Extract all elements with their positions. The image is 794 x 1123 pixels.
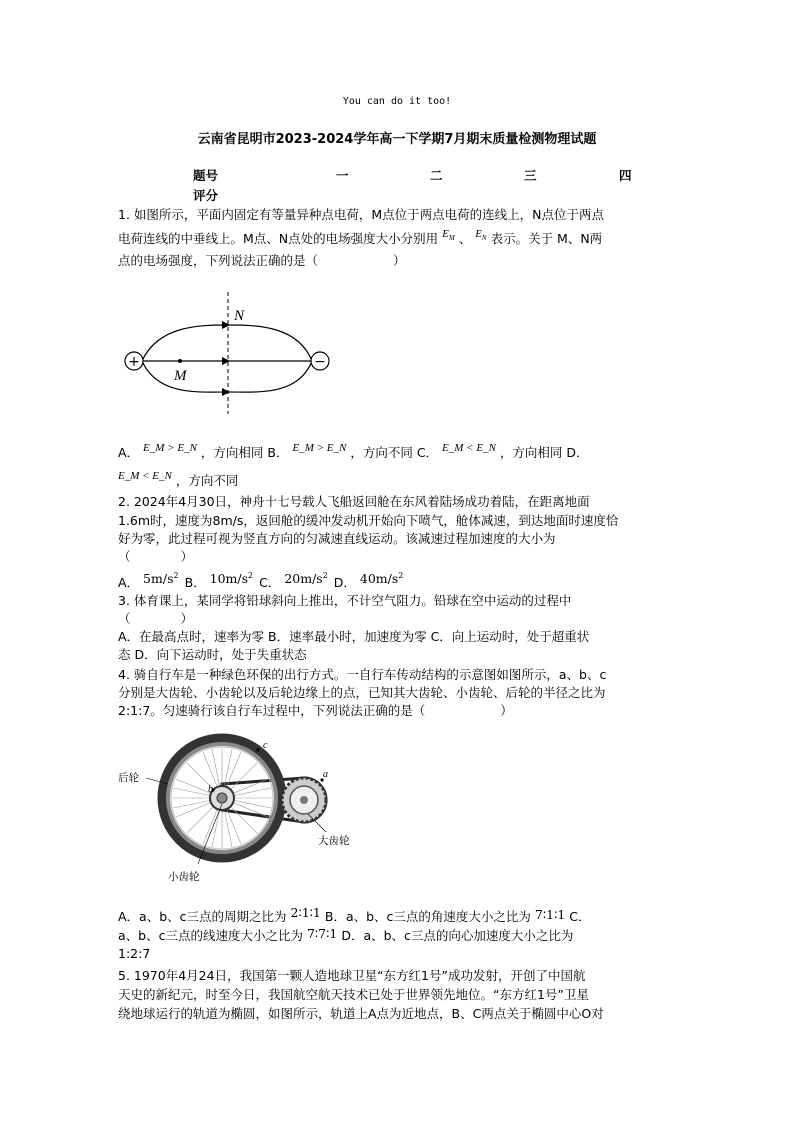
arrow-upper xyxy=(222,321,230,329)
q4-optA: A．a、b、c三点的周期之比为 xyxy=(118,909,287,924)
q4-line2: 分别是大齿轮、小齿轮以及后轮边缘上的点，已知其大齿轮、小齿轮、后轮的半径之比为 xyxy=(118,685,606,700)
q1-optA-prefix: A． xyxy=(118,445,140,460)
q1-line2-text-a: 电荷连线的中垂线上。M点、N点处的电场强度大小分别用 xyxy=(118,231,439,246)
plus-sign: + xyxy=(128,354,140,370)
score-col-2: 二 xyxy=(430,168,443,183)
score-row-label: 题号 xyxy=(193,168,219,183)
q4-optB-ratio: 7∶1∶1 xyxy=(534,907,566,922)
header-note: You can do it too! xyxy=(342,96,452,107)
q1-optD-prefix: D． xyxy=(566,445,589,460)
q1-options-line1 xyxy=(118,444,589,463)
q2-optD-value: $40m/s^2$ xyxy=(359,571,404,587)
label-big-gear: 大齿轮 xyxy=(318,835,350,847)
label-m: M xyxy=(174,368,187,384)
q2-optB-prefix: B． xyxy=(184,575,206,591)
q2-optC-prefix: C． xyxy=(259,575,281,591)
arrow-center xyxy=(222,357,230,365)
q2-line4: （ ） xyxy=(118,549,194,564)
q4-line3: 2:1:7。匀速骑行该自行车过程中，下列说法正确的是（ ） xyxy=(118,703,513,718)
q4-optC-ratio: 7∶7∶1 xyxy=(306,926,338,941)
q4-optD-ratio: 1:2:7 xyxy=(118,946,151,961)
q4-options-line2 xyxy=(118,927,573,945)
q3-line1: 3. 体育课上，某同学将铅球斜向上推出，不计空气阻力。铅球在空中运动的过程中 xyxy=(118,593,572,608)
q1-optC-prefix: C． xyxy=(416,445,439,460)
q4-bicycle-figure xyxy=(118,732,368,892)
q1-line3: 点的电场强度，下列说法正确的是（ ） xyxy=(118,253,406,268)
q1-options-line2 xyxy=(118,472,238,491)
q1-field-figure xyxy=(118,288,338,418)
q3-line2: （ ） xyxy=(118,611,194,626)
q2-optD-prefix: D． xyxy=(333,575,356,591)
big-gear-hub xyxy=(300,796,308,804)
q2-options xyxy=(118,571,403,592)
q4-optC-prefix: C． xyxy=(569,909,591,924)
q1-optB-prefix: B． xyxy=(267,445,289,460)
q2-optA-value: $5m/s^2$ xyxy=(143,571,179,587)
q4-line1: 4. 骑自行车是一种绿色环保的出行方式。一自行车传动结构的示意图如图所示，a、b、c xyxy=(118,667,607,682)
q1-optB-text: ，方向不同 xyxy=(350,445,413,460)
q2-optC-value: $20m/s^2$ xyxy=(284,571,328,587)
q1-line1: 1. 如图所示，平面内固定有等量异种点电荷，M点位于两点电荷的连线上，N点位于两点 xyxy=(118,207,605,222)
q1-line2 xyxy=(118,230,602,253)
q1-sep: 、 xyxy=(458,231,472,246)
score-col-4: 四 xyxy=(619,168,632,183)
q1-optD-math: E_M < E_N xyxy=(118,470,172,482)
q4-optD: D．a、b、c三点的向心加速度大小之比为 xyxy=(341,928,574,943)
q5-line3: 绕地球运行的轨道为椭圆，如图所示，轨道上A点为近地点，B、C两点关于椭圆中心O对 xyxy=(118,1006,604,1021)
q1-line2-text-b: 表示。关于 M、N两 xyxy=(490,231,603,246)
upper-field-line xyxy=(142,325,312,361)
label-b: b xyxy=(208,784,213,795)
q2-optA-prefix: A． xyxy=(118,575,140,591)
q4-optC: a、b、c三点的线速度大小之比为 xyxy=(118,928,303,943)
arrow-lower xyxy=(222,388,230,396)
q2-line1: 2. 2024年4月30日，神舟十七号载人飞船返回舱在东风着陆场成功着陆，在距离地面 xyxy=(118,494,590,509)
label-small-gear: 小齿轮 xyxy=(168,871,200,883)
q5-line1: 5. 1970年4月24日，我国第一颗人造地球卫星“东方红1号”成功发射，开创了中国航 xyxy=(118,968,586,983)
small-gear-hub xyxy=(217,793,227,803)
point-m-dot xyxy=(178,359,182,363)
q5-line2: 天史的新纪元，时至今日，我国航空航天技术已处于世界领先地位。“东方红1号”卫星 xyxy=(118,987,589,1002)
score-col-3: 三 xyxy=(524,168,537,183)
q3-line4: 态 D．向下运动时，处于失重状态 xyxy=(118,647,307,662)
q1-optB-math: E_M > E_N xyxy=(292,442,347,454)
q1-optA-text: ，方向相同 xyxy=(200,445,264,460)
q1-em-symbol: $E_M$ xyxy=(442,228,455,243)
q2-line2: 1.6m时，速度为8m/s，返回舱的缓冲发动机开始向下喷气，舱体减速，到达地面时速度恰 xyxy=(118,513,619,528)
q1-optA-math: E_M > E_N xyxy=(143,442,197,454)
label-rear-wheel: 后轮 xyxy=(118,772,139,784)
q1-optD-text: ，方向不同 xyxy=(175,473,239,488)
score-col-1: 一 xyxy=(336,168,349,183)
q1-optC-text: ，方向相同 xyxy=(499,445,563,460)
label-n: N xyxy=(234,308,245,324)
page-title: 云南省昆明市2023-2024学年高一下学期7月期末质量检测物理试题 xyxy=(197,132,597,147)
label-c: c xyxy=(263,740,268,751)
label-a: a xyxy=(323,769,328,780)
minus-sign: − xyxy=(314,354,326,370)
q1-en-symbol: $E_N$ xyxy=(475,228,487,243)
point-c xyxy=(256,748,259,751)
score-row2-label: 评分 xyxy=(193,188,219,203)
q1-optC-math: E_M < E_N xyxy=(442,442,496,454)
q2-line3: 好为零，此过程可视为竖直方向的匀减速直线运动。该减速过程加速度的大小为 xyxy=(118,531,556,546)
q3-line3: A．在最高点时，速率为零 B．速率最小时，加速度为零 C．向上运动时，处于超重状 xyxy=(118,629,590,644)
lower-field-line xyxy=(142,361,312,392)
q2-optB-value: $10m/s^2$ xyxy=(209,571,254,587)
q4-optA-ratio: 2∶1∶1 xyxy=(290,905,321,920)
q4-optB: B．a、b、c三点的角速度大小之比为 xyxy=(324,909,531,924)
q4-options-line1 xyxy=(118,905,591,926)
